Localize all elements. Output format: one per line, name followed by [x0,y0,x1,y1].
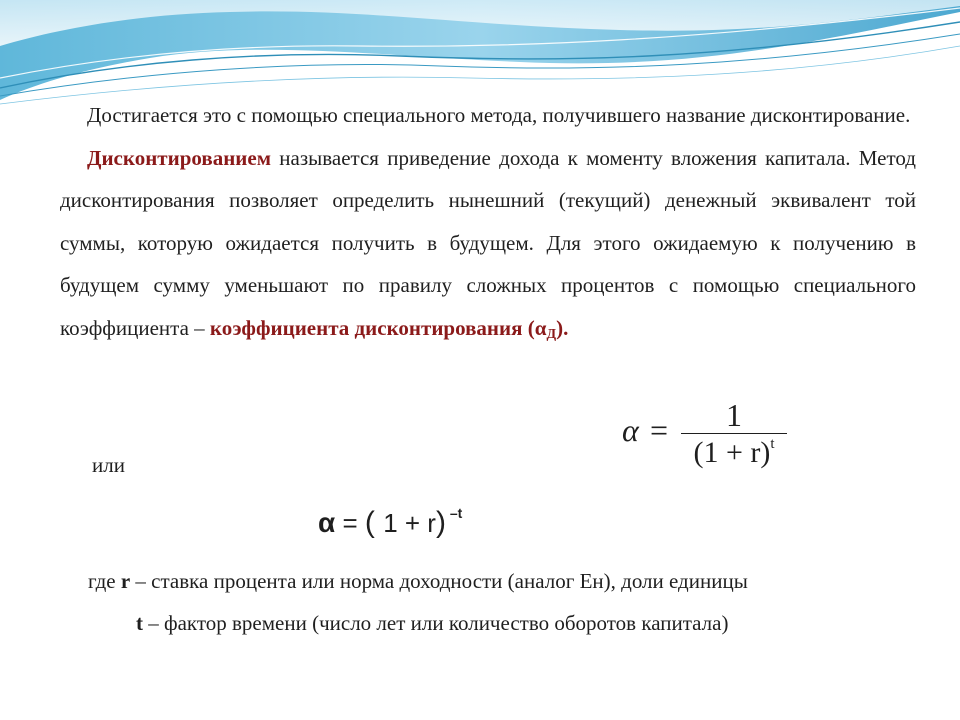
formula-inline-alpha: α [318,507,336,538]
or-label: или [92,453,125,477]
fraction-bar [681,433,787,434]
formula-inline-close: ) [435,506,446,539]
formula-numerator: 1 [726,397,742,433]
formula-inline-open: ( [364,506,384,539]
definition-r-var: r [120,569,131,593]
formula-inline-body: 1 + r [383,508,436,538]
definition-r [88,566,748,596]
definition-r-prefix: где [88,569,121,593]
term-coefficient-close: ). [556,315,569,340]
term-discounting: Дисконтированием [87,145,272,170]
formula-denominator [681,436,787,475]
formula-inline-exponent: –t [445,505,463,521]
formula-denominator-exponent: t [770,436,775,452]
formula-denominator-base: (1 + r) [693,436,771,469]
paragraph-intro [60,94,916,137]
formula-equals: = [650,412,669,448]
paragraph-definition [60,137,916,354]
formula-alpha: α [622,412,639,448]
definition-text: называется приведение дохода к моменту вложения капитала. Метод дисконтирования позволяет определить нынешний (текущий) денежный эквивалент той суммы, которую ожидается получить в будущем. Для этого ожидаемую к получению в будущем сумму уменьшают по правилу сложных процентов с помощью специального коэффициента – [60,145,916,340]
body-text [60,94,916,353]
term-coefficient-text: коэффициента дисконтирования ( [209,315,535,340]
definition-t [136,608,728,638]
term-coefficient-symbol: α [534,315,547,340]
definition-r-text: – ставка процента или норма доходности (аналог Ен), доли единицы [130,569,748,593]
formula-fraction [620,398,800,478]
paragraph-intro-text: Достигается это с помощью специального метода, получившего название дисконтирование. [87,103,911,127]
formula-inline [318,506,462,540]
definition-t-text: – фактор времени (число лет или количество оборотов капитала) [143,611,729,635]
formula-fraction-body [681,398,787,475]
term-coefficient-subscript: Д [546,326,557,342]
formula-inline-equals: = [335,508,365,538]
term-coefficient [210,316,568,340]
definition-t-var: t [136,611,143,635]
